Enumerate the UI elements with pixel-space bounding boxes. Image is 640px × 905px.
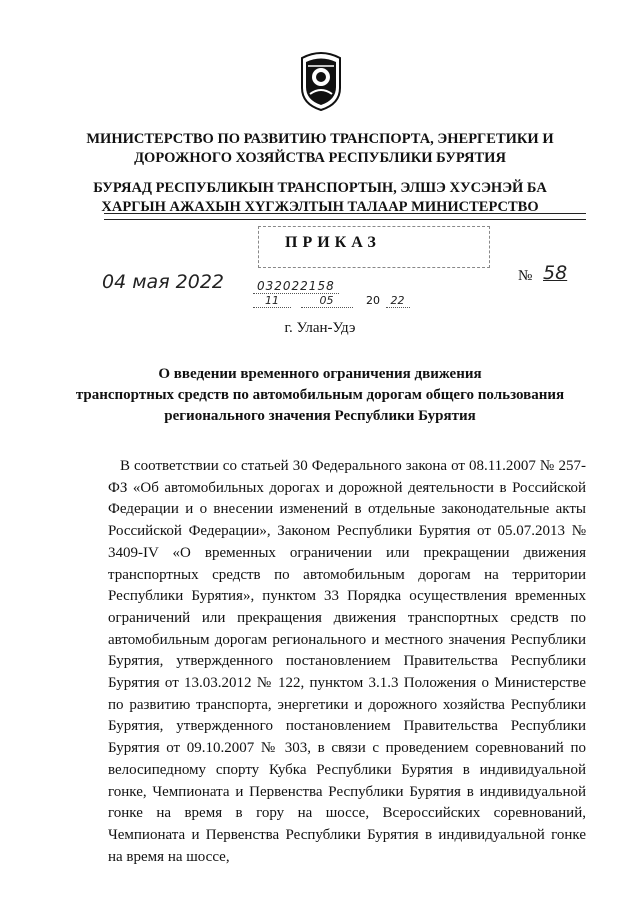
number-label: № [518, 268, 533, 284]
title-line-1: О введении временного ограничения движения [158, 366, 482, 382]
coat-of-arms-emblem [296, 50, 346, 112]
registration-date-line [253, 294, 410, 308]
ministry-ru-line-2: ДОРОЖНОГО ХОЗЯЙСТВА РЕСПУБЛИКИ БУРЯТИЯ [134, 150, 506, 166]
city: г. Улан-Удэ [284, 320, 356, 336]
registration-number: 032022158 [253, 279, 339, 294]
ministry-ru-line-1: МИНИСТЕРСТВО ПО РАЗВИТИЮ ТРАНСПОРТА, ЭНЕРГЕТИКИ И [86, 131, 554, 147]
order-title [50, 364, 590, 427]
ministry-bua-line-1: БУРЯАД РЕСПУБЛИКЫН ТРАНСПОРТЫН, ЭЛШЭ ХУСЭНЭЙ БА [93, 180, 547, 196]
registration-day: 11 [253, 294, 291, 308]
header-divider-top [104, 213, 586, 214]
body-paragraph: В соответствии со статьей 30 Федерального закона от 08.11.2007 № 257-ФЗ «Об автомобильных дорогах и дорожной деятельности в Российской Федерации и о внесении изменений в отдельные законодательные акты Российской Федерации», Законом Республики Бурятия от 05.07.2013 № 3409-IV «О временных ограничении или прекращении движения транспортных средств по автомобильным дорогам на территории Республики Бурятия», пунктом 33 Порядка осуществления временных ограничений или прекращения движения транспортных средств по автомобильным дорогам регионального и местного значения Республики Бурятия, утвержденного постановлением Правительства Республики Бурятия от 13.03.2012 № 122, пунктом 3.1.3 Положения о Министерстве по развитию транспорта, энергетики и дорожного хозяйства Республики Бурятия, утвержденного постановлением Правительства Республики Бурятия от 09.10.2007 № 303, в связи с проведением соревнований по велосипедному спорту Кубка Республики Бурятия в индивидуальной гонке, Чемпионата и Первенства Республики Бурятия в индивидуальной гонке на время в гору на шоссе, Всероссийских соревнований, Чемпионата и Первенства Республики Бурятия в индивидуальной гонке на время на шоссе, [108, 458, 586, 865]
handwritten-number: 58 [543, 262, 568, 284]
title-line-2: транспортных средств по автомобильным дорогам общего пользования [75, 387, 565, 403]
ministry-name-russian [40, 130, 600, 168]
document-type-heading: ПРИКАЗ [285, 234, 381, 251]
registration-year-suffix: 22 [386, 294, 410, 308]
registration-number-line [253, 279, 339, 293]
body-text [108, 456, 586, 868]
title-line-3: регионального значения Республики Бурятия [164, 408, 476, 424]
registration-year-prefix: 20 [366, 294, 380, 307]
handwritten-date: 04 мая 2022 [102, 271, 225, 293]
ministry-bua-line-2: ХАРГЫН АЖАХЫН ХҮГЖЭЛТЫН ТАЛААР МИНИСТЕРСТВО [101, 199, 539, 215]
header-divider-bottom [104, 219, 586, 220]
ministry-name-buryat [40, 179, 600, 217]
registration-month: 05 [301, 294, 353, 308]
